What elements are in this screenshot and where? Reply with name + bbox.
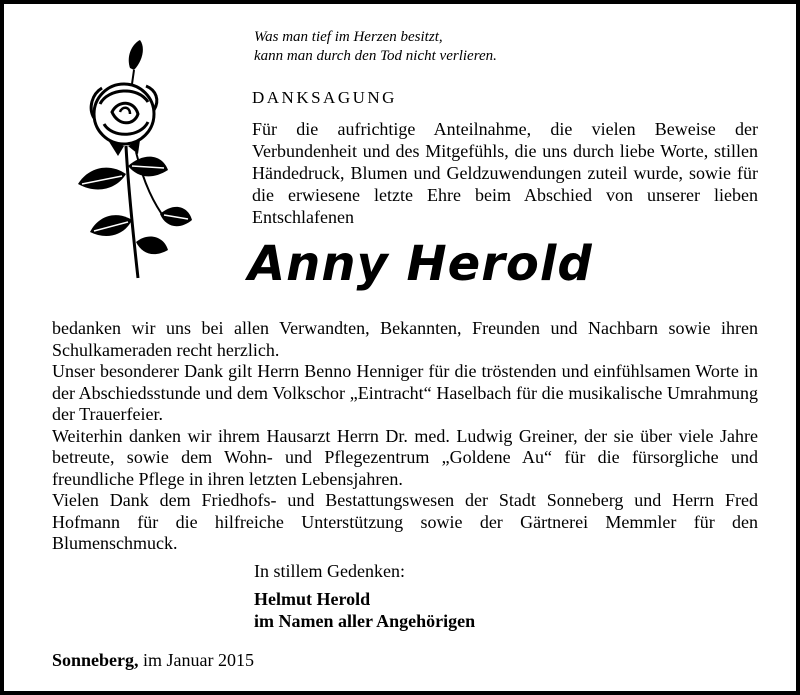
closing-line: In stillem Gedenken: (254, 561, 405, 581)
body-text (52, 318, 758, 555)
heading-danksagung: DANKSAGUNG (252, 88, 397, 107)
motto-line-2: kann man durch den Tod nicht verlieren. (254, 48, 497, 64)
place-date (52, 650, 254, 671)
motto-line-1: Was man tief im Herzen besitzt, (254, 29, 443, 45)
signature-name: Helmut Herold (254, 589, 371, 609)
place-city: Sonneberg, (52, 650, 139, 670)
signature-family: im Namen aller Angehörigen (254, 611, 476, 631)
signature (254, 588, 475, 632)
rose-icon (48, 34, 198, 284)
paragraph-funeral: Vielen Dank dem Friedhofs- und Bestattungswesen der Stadt Sonneberg und Herrn Fred Hofmann für die hilfreiche Unterstützung sowie der Gärtnerei Memmler für den Blumenschmuck. (52, 490, 758, 553)
paragraph-doctor: Weiterhin danken wir ihrem Hausarzt Herrn Dr. med. Ludwig Greiner, der sie über viele Jahre betreute, sowie dem Wohn- und Pflegezentrum „Goldene Au“ für die fürsorgliche und freundliche Pflege in ihren letzten Lebensjahren. (52, 425, 758, 489)
paragraph-thanks: bedanken wir uns bei allen Verwandten, Bekannten, Freunden und Nachbarn sowie ihren Schulkameraden recht herzlich. (52, 318, 758, 360)
deceased-name: Anny Herold (248, 236, 593, 292)
motto (254, 28, 654, 66)
place-date-text: im Januar 2015 (143, 650, 254, 670)
intro-paragraph: Für die aufrichtige Anteilnahme, die vielen Beweise der Verbundenheit und des Mitgefühls, die uns durch liebe Worte, stillen Händedruck, Blumen und Geldzuwendungen zuteil wurde, sowie für die erwiesene letzte Ehre beim Abschied von unserer lieben Entschlafenen (252, 119, 758, 227)
paragraph-special-thanks: Unser besonderer Dank gilt Herrn Benno Henniger für die tröstenden und einfühlsamen Worte in der Abschiedsstunde und dem Volkschor „Eintracht“ Haselbach für die musikalische Umrahmung der Trauerfeier. (52, 361, 758, 424)
